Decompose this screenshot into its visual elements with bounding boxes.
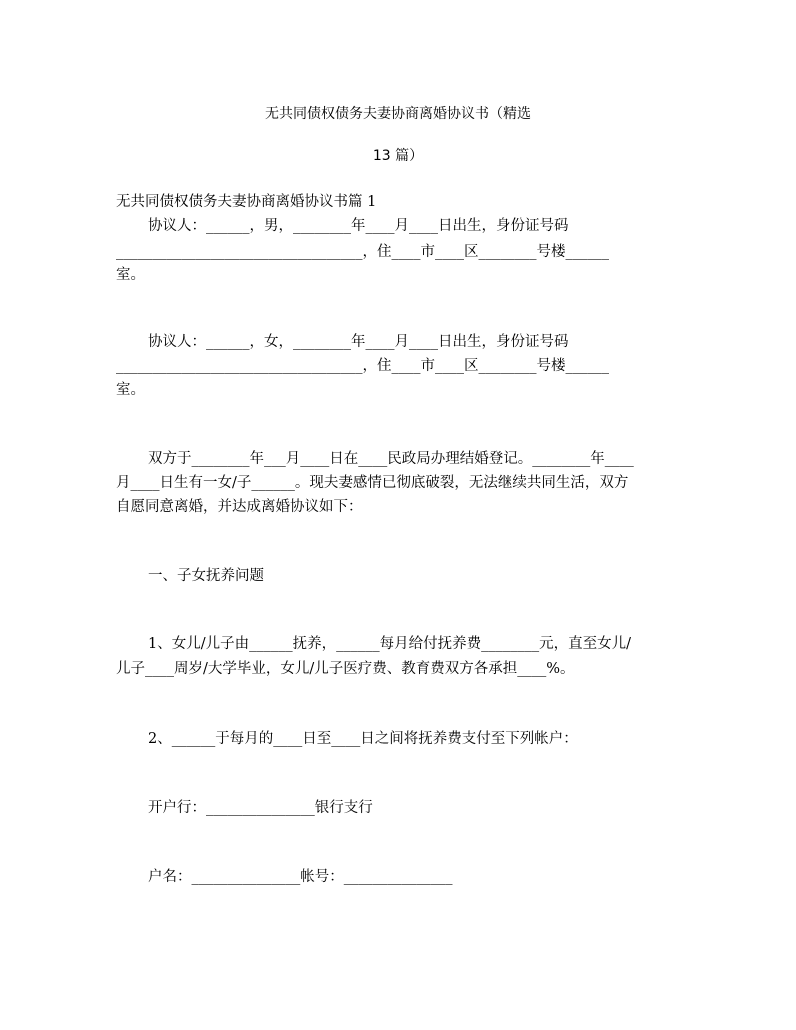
party2-line1: 协议人：______，女，________年____月____日出生，身份证号码 xyxy=(148,334,569,350)
party2-line2: __________________________________，住____市____区________号楼______ xyxy=(116,358,609,374)
bank-line: 开户行：_______________银行支行 xyxy=(148,800,373,816)
marriage-line1: 双方于________年___月____日在____民政局办理结婚登记。________年____ xyxy=(148,451,634,467)
document-title-line1: 无共同债权债务夫妻协商离婚协议书（精选 xyxy=(265,106,531,122)
section1-heading: 一、子女抚养问题 xyxy=(148,568,264,584)
marriage-line2: 月____日生有一女/子______。现夫妻感情已彻底破裂，无法继续共同生活，双方 xyxy=(116,475,629,491)
party1-line3: 室。 xyxy=(116,267,145,283)
party2-line3: 室。 xyxy=(116,382,145,398)
account-line: 户名：_______________帐号：_______________ xyxy=(148,869,453,885)
marriage-line3: 自愿同意离婚，并达成离婚协议如下： xyxy=(116,499,363,515)
clause2-line: 2、______于每月的____日至____日之间将抚养费支付至下列帐户： xyxy=(148,731,578,747)
clause1-line2: 儿子____周岁/大学毕业，女儿/儿子医疗费、教育费双方各承担____%。 xyxy=(116,661,575,677)
party1-line2: __________________________________，住____市____区________号楼______ xyxy=(116,244,609,260)
document-title-line2: 13 篇） xyxy=(372,148,424,164)
section-subtitle: 无共同债权债务夫妻协商离婚协议书篇 1 xyxy=(116,194,377,210)
party1-line1: 协议人：______，男，________年____月____日出生，身份证号码 xyxy=(148,218,569,234)
clause1-line1: 1、女儿/儿子由______抚养，______每月给付抚养费________元，直至女儿/ xyxy=(148,636,631,652)
